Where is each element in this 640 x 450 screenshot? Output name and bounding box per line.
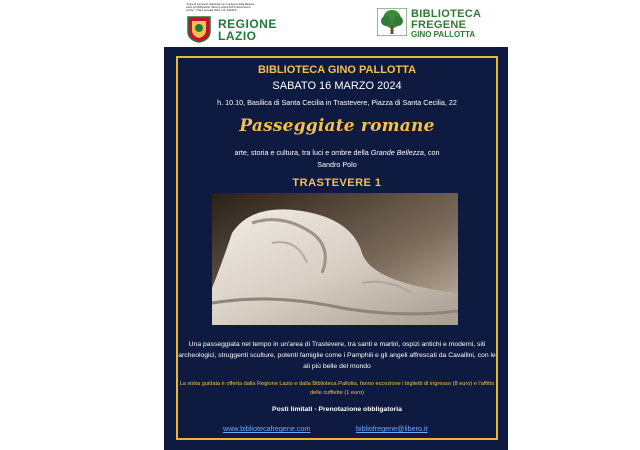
event-description: Una passeggiata nel tempo in un'area di Trastevere, tra santi e martiri, ospizi antichi e moderni, siti archeologici, struggenti sculture, potenti famiglie come i Pamphili e gli angeli affrescati da Cavallini, con le ali più belle del mondo — [178, 341, 496, 370]
website-link[interactable]: www.bibliotecafregene.com — [223, 424, 311, 433]
event-address: h. 10.10, Basilica di Santa Cecilia in Trastevere, Piazza di Santa Cecilia, 22 — [217, 98, 457, 107]
subtitle-text: arte, storia e cultura, tra luci e ombre della — [234, 148, 369, 157]
funding-note: "Linea di intervento realizzata con il sostegno della Regione Lazio per Biblioteche, Musei e Istituti Archivi Ecomusei e Archivi – Piano annuale 2023, L.R. 24/2019" — [186, 3, 255, 13]
regione-lazio-crest-icon — [186, 15, 212, 43]
regione-lazio-name-line1: REGIONE — [218, 17, 277, 31]
email-link[interactable]: bibliofregene@libero.it — [356, 424, 428, 433]
booking-notice: Posti limitati - Prenotazione obbligatoria — [272, 406, 402, 413]
regione-lazio-name-line2: LAZIO — [218, 29, 257, 43]
offer-note: La visita guidata è offerta dalla Regione Lazio e dalla Biblioteca Pallotta, fanno eccezione i biglietti di ingresso (8 euro) e l'affitto delle cuffiette (1 euro) — [179, 381, 495, 396]
subtitle-italic: Grande Bellezza — [370, 148, 424, 157]
organizer-title: BIBLIOTECA GINO PALLOTTA — [257, 64, 417, 76]
event-subtitle — [176, 148, 498, 157]
biblioteca-name-line2: FREGENE — [411, 19, 467, 31]
guide-name: Sandro Polo — [317, 160, 357, 169]
episode-title: TRASTEVERE 1 — [292, 177, 382, 189]
sculpture-photo — [212, 193, 458, 325]
series-title: Passeggiate romane — [239, 116, 435, 136]
event-date: SABATO 16 MARZO 2024 — [272, 80, 402, 92]
biblioteca-tree-icon — [377, 8, 407, 36]
biblioteca-name-line1: BIBLIOTECA — [411, 8, 482, 20]
subtitle-suffix: , con — [423, 148, 440, 157]
biblioteca-name-line3: GINO PALLOTTA — [411, 30, 476, 39]
